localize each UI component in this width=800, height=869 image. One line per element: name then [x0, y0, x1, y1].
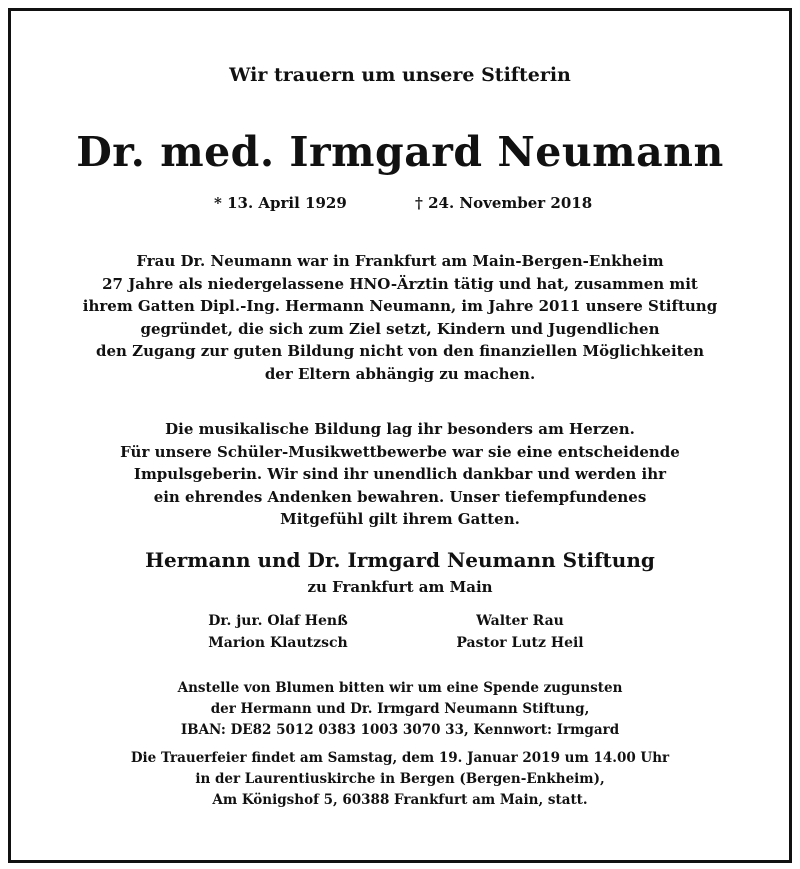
text-line: Mitgefühl gilt ihrem Gatten. — [280, 510, 520, 529]
foundation-name: Hermann und Dr. Irmgard Neumann Stiftung — [145, 548, 655, 572]
death-date: † 24. November 2018 — [415, 194, 593, 212]
birth-date: * 13. April 1929 — [214, 194, 347, 212]
biography-paragraph — [0, 250, 800, 386]
text-line: Für unsere Schüler-Musikwettbewerbe war sie eine entscheidende — [120, 442, 680, 461]
text-line: der Eltern abhängig zu machen. — [264, 364, 536, 383]
signer-name: Walter Rau — [476, 613, 564, 629]
text-line: Die musikalische Bildung lag ihr besonders am Herzen. — [165, 420, 635, 438]
signers-right-column — [420, 610, 620, 654]
text-line: Frau Dr. Neumann war in Frankfurt am Main-Bergen-Enkheim — [136, 252, 664, 270]
text-line: 27 Jahre als niedergelassene HNO-Ärztin tätig und hat, zusammen mit — [102, 274, 698, 293]
text-line: den Zugang zur guten Bildung nicht von den finanziellen Möglichkeiten — [95, 342, 705, 361]
intro-line: Wir trauern um unsere Stifterin — [229, 64, 571, 86]
text-line: ein ehrendes Andenken bewahren. Unser tiefempfundenes — [153, 487, 647, 506]
deceased-name: Dr. med. Irmgard Neumann — [76, 128, 724, 176]
signer-name: Dr. jur. Olaf Henß — [208, 613, 348, 629]
text-line: Am Königshof 5, 60388 Frankfurt am Main, statt. — [212, 792, 588, 808]
text-line: in der Laurentiuskirche in Bergen (Bergen-Enkheim), — [195, 771, 605, 787]
text-line: ihrem Gatten Dipl.-Ing. Hermann Neumann, im Jahre 2011 unsere Stiftung — [82, 297, 718, 316]
funeral-notice — [0, 748, 800, 811]
text-line: gegründet, die sich zum Ziel setzt, Kindern und Jugendlichen — [140, 319, 660, 338]
text-line: Die Trauerfeier findet am Samstag, dem 19. Januar 2019 um 14.00 Uhr — [130, 750, 670, 766]
signer-name: Pastor Lutz Heil — [456, 635, 584, 651]
foundation-location: zu Frankfurt am Main — [307, 578, 493, 596]
text-line: der Hermann und Dr. Irmgard Neumann Stiftung, — [210, 701, 590, 717]
tribute-paragraph — [0, 418, 800, 531]
text-line: Impulsgeberin. Wir sind ihr unendlich dankbar und werden ihr — [133, 465, 667, 484]
donation-notice — [0, 678, 800, 741]
signers-left-column — [178, 610, 378, 654]
text-line: IBAN: DE82 5012 0383 1003 3070 33, Kennwort: Irmgard — [180, 722, 620, 738]
signer-name: Marion Klautzsch — [208, 635, 348, 651]
text-line: Anstelle von Blumen bitten wir um eine Spende zugunsten — [177, 680, 623, 696]
